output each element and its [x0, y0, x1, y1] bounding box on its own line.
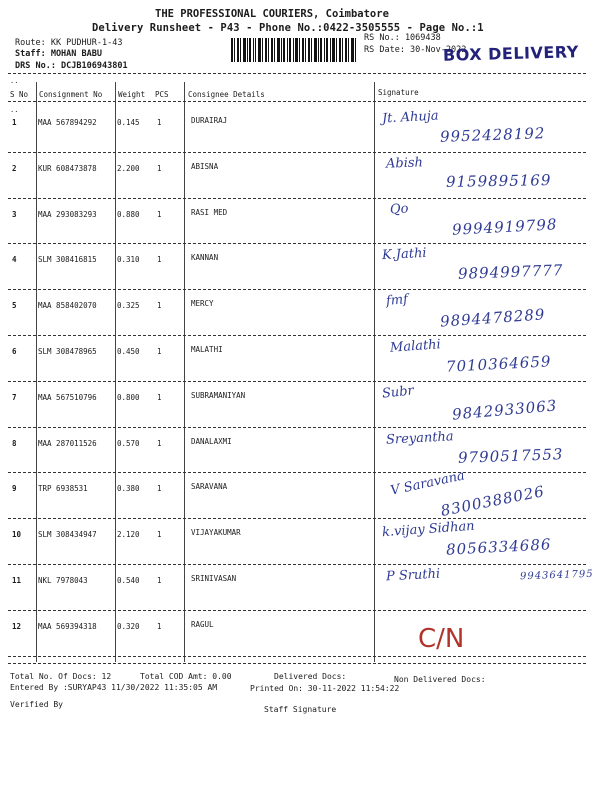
column-header-pcs: PCS	[155, 90, 169, 99]
row-weight: 0.310	[117, 255, 140, 265]
row-separator	[8, 518, 586, 519]
row-consignee: MALATHI	[191, 345, 223, 354]
delivered-docs: Delivered Docs:	[274, 672, 347, 681]
row-weight: 2.200	[117, 163, 140, 173]
row-pcs: 1	[157, 163, 162, 173]
row-consignment-no: MAA 567510796	[38, 392, 97, 402]
row-separator	[8, 610, 586, 611]
row-sno: 11	[12, 576, 22, 585]
header-rule-top	[8, 73, 586, 74]
row-signature-name: K.Jathi	[381, 246, 427, 264]
row-consignment-no: SLM 308434947	[38, 530, 97, 540]
row-consignee: ABISNA	[191, 161, 219, 171]
row-pcs: 1	[157, 484, 162, 494]
row-sno: 2	[12, 163, 17, 173]
row-signature-name: Malathi	[389, 337, 442, 356]
row-consignee: MERCY	[191, 299, 214, 309]
row-signature-phone: 9842933063	[451, 396, 559, 424]
row-consignment-no: TRP 6938531	[38, 484, 88, 494]
row-pcs: 1	[157, 530, 162, 540]
row-separator	[8, 289, 586, 290]
row-consignee: DURAIRAJ	[191, 116, 228, 125]
row-separator	[8, 472, 586, 473]
barcode-image	[231, 38, 356, 62]
row-weight: 0.540	[117, 576, 140, 585]
rs-number: RS No.: 1069438	[364, 33, 441, 43]
row-separator	[8, 243, 586, 244]
row-signature-phone: 7010364659	[445, 352, 552, 376]
row-sno: 1	[12, 118, 17, 127]
row-consignment-no: NKL 7978043	[38, 576, 88, 585]
row-consignment-no: MAA 567894292	[38, 118, 97, 127]
row-sno: 7	[12, 392, 17, 402]
row-pcs: 1	[157, 301, 162, 311]
route-label: Route: KK PUDHUR-1-43	[15, 38, 123, 48]
row-consignee: VIJAYAKUMAR	[191, 528, 241, 538]
row-signature-name: V Saravana	[389, 468, 467, 500]
total-docs: Total No. Of Docs: 12	[10, 672, 112, 681]
row-separator	[8, 152, 586, 153]
drs-number: DRS No.: DCJB106943801	[15, 61, 128, 71]
row-signature-name: C/N	[418, 623, 465, 654]
entered-by: Entered By :SURYAP43 11/30/2022 11:35:05 AM	[10, 683, 218, 692]
row-weight: 0.325	[117, 301, 140, 311]
row-sno: 4	[12, 255, 17, 265]
row-consignee: SUBRAMANIYAN	[191, 390, 246, 400]
row-signature-name: Qo	[389, 200, 409, 218]
row-weight: 0.800	[117, 392, 140, 402]
row-consignee: RAGUL	[191, 619, 214, 629]
header-rule-bottom	[8, 101, 586, 102]
row-consignment-no: KUR 608473878	[38, 163, 97, 173]
row-signature-name: Jt. Ahuja	[381, 108, 439, 127]
row-separator	[8, 335, 586, 336]
rs-date: RS Date: 30-Nov-2022	[364, 45, 467, 55]
row-signature-phone: 9894478289	[439, 305, 546, 331]
printed-on: Printed On: 30-11-2022 11:54:22	[250, 684, 400, 693]
row-signature-name: k.vijay Sidhan	[381, 518, 476, 541]
row-consignment-no: SLM 308416815	[38, 255, 97, 265]
row-sno: 9	[12, 484, 17, 494]
row-separator	[8, 564, 586, 565]
row-signature-phone: 9943641795	[519, 568, 594, 583]
company-title: THE PROFESSIONAL COURIERS, Coimbatore	[155, 8, 389, 20]
row-consignment-no: SLM 308478965	[38, 347, 97, 356]
row-weight: 2.120	[117, 530, 140, 540]
total-cod-amount: Total COD Amt: 0.00	[140, 672, 232, 681]
row-pcs: 1	[157, 576, 162, 585]
row-sno: 3	[12, 209, 17, 219]
row-sno: 6	[12, 347, 17, 356]
row-signature-phone: 9952428192	[439, 124, 546, 146]
row-signature-name: P Sruthi	[385, 566, 441, 585]
row-pcs: 1	[157, 621, 162, 631]
row-separator	[8, 427, 586, 428]
row-sno: 8	[12, 438, 17, 448]
row-signature-phone: 8300388026	[439, 482, 547, 521]
column-divider-sno	[36, 82, 37, 662]
row-signature-name: Abish	[385, 155, 424, 172]
row-separator	[8, 198, 586, 199]
header-marker: ..	[10, 77, 19, 85]
runsheet-title: Delivery Runsheet - P43 - Phone No.:0422-3505555 - Page No.:1	[92, 22, 484, 34]
row-pcs: 1	[157, 347, 162, 356]
row-weight: 0.450	[117, 347, 140, 356]
row-signature-phone: 9994919798	[451, 214, 558, 239]
row-weight: 0.320	[117, 621, 140, 631]
row-signature-name: fmf	[385, 292, 409, 310]
row-consignee: RASI MED	[191, 207, 228, 217]
row-pcs: 1	[157, 392, 162, 402]
column-header-consignment: Consignment No	[39, 90, 103, 99]
column-divider-consignment	[115, 82, 116, 662]
column-header-weight: Weight	[118, 90, 146, 99]
column-header-signature: Signature	[378, 88, 419, 97]
row-consignment-no: MAA 293083293	[38, 209, 97, 219]
row-sno: 12	[12, 621, 22, 631]
row-separator	[8, 381, 586, 382]
row-pcs: 1	[157, 255, 162, 265]
row-weight: 0.380	[117, 484, 140, 494]
row-signature-phone: 8056334686	[445, 535, 552, 559]
row-signature-name: Subr	[381, 383, 415, 402]
row-pcs: 1	[157, 118, 162, 127]
row-sno: 10	[12, 530, 22, 540]
row-consignment-no: MAA 287011526	[38, 438, 97, 448]
staff-signature-label: Staff Signature	[264, 705, 337, 714]
row-signature-phone: 9894997777	[457, 261, 564, 284]
row-separator	[8, 656, 586, 657]
row-sno: 5	[12, 301, 17, 311]
footer-rule	[8, 663, 586, 664]
column-header-consignee: Consignee Details	[188, 90, 265, 99]
row-weight: 0.145	[117, 118, 140, 127]
row-signature-phone: 9790517553	[457, 444, 564, 467]
staff-label: Staff: MOHAN BABU	[15, 49, 102, 59]
row-weight: 0.570	[117, 438, 140, 448]
non-delivered-docs: Non Delivered Docs:	[394, 675, 486, 684]
row-consignee: KANNAN	[191, 253, 219, 263]
row-weight: 0.880	[117, 209, 140, 219]
box-delivery-stamp: BOX DELIVERY	[442, 42, 580, 65]
column-divider-pcs	[184, 82, 185, 662]
row-consignee: SRINIVASAN	[191, 574, 237, 583]
verified-by: Verified By	[10, 700, 63, 709]
header-marker-2: ..	[10, 106, 19, 114]
row-consignment-no: MAA 569394318	[38, 621, 97, 631]
row-consignee: SARAVANA	[191, 482, 228, 492]
row-signature-name: Sreyantha	[385, 428, 454, 448]
row-consignment-no: MAA 858402070	[38, 301, 97, 311]
column-divider-consignee	[374, 82, 375, 662]
column-header-sno: S No	[10, 90, 29, 99]
row-pcs: 1	[157, 438, 162, 448]
row-signature-phone: 9159895169	[445, 170, 552, 191]
row-pcs: 1	[157, 209, 162, 219]
row-consignee: DANALAXMI	[191, 436, 232, 446]
